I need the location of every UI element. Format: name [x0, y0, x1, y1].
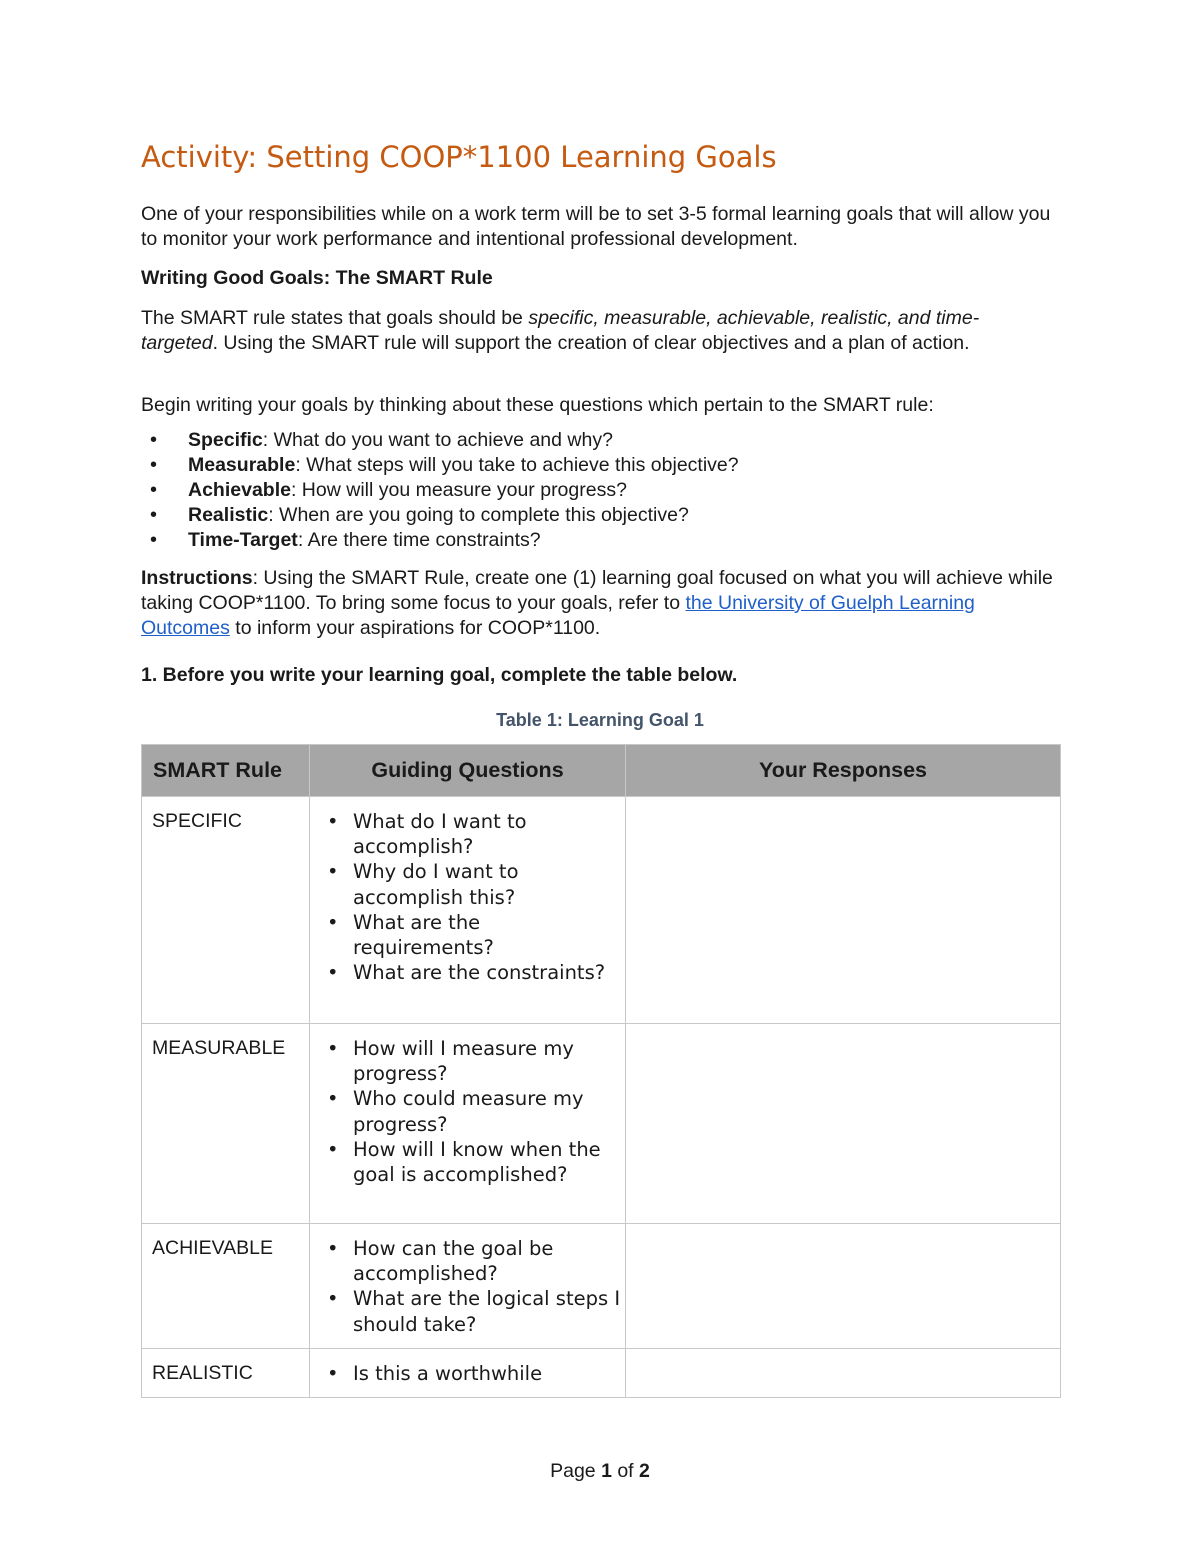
list-item: [327, 910, 625, 960]
bullet-icon: •: [327, 1087, 339, 1111]
list-item: [141, 478, 739, 503]
list-item: [327, 1236, 625, 1286]
table-row: [142, 1024, 1061, 1224]
questions-cell: [310, 1024, 626, 1224]
response-cell[interactable]: [626, 1024, 1061, 1224]
list-item: [141, 528, 739, 553]
smart-desc-suffix: . Using the SMART rule will support the creation of clear objectives and a plan of action.: [212, 332, 970, 354]
column-header-guiding-questions: Guiding Questions: [310, 745, 626, 797]
instructions-text: : Using the SMART Rule, create one (1) learning goal focused on what you will achieve while taking COOP*1100. To bring some focus to your goals, refer to: [141, 567, 1053, 614]
response-cell[interactable]: [626, 1349, 1061, 1398]
bullet-icon: •: [327, 860, 339, 884]
question-text: Is this a worthwhile: [353, 1362, 543, 1385]
footer-middle: of: [611, 1460, 640, 1482]
list-item: [141, 428, 739, 453]
rule-text: : How will you measure your progress?: [290, 479, 627, 501]
smart-heading: Writing Good Goals: The SMART Rule: [141, 267, 493, 289]
intro-paragraph: One of your responsibilities while on a work term will be to set 3-5 formal learning goals that will allow you to monitor your work performance and intentional professional development.: [141, 203, 1051, 250]
question-text: What are the logical steps I should take?: [353, 1287, 621, 1336]
learning-outcomes-link[interactable]: the University of Guelph Learning Outcomes: [141, 592, 975, 639]
instructions-paragraph: [141, 566, 1056, 641]
bullet-icon: •: [327, 910, 339, 934]
rule-term: Time-Target: [188, 529, 298, 551]
rule-text: : What steps will you take to achieve this objective?: [295, 454, 739, 476]
question-text: How can the goal be accomplished?: [353, 1237, 554, 1286]
table-header-row: [142, 745, 1061, 797]
table-row: [142, 797, 1061, 1024]
instructions-label: Instructions: [141, 567, 253, 589]
rule-term: Specific: [188, 429, 263, 451]
response-cell[interactable]: [626, 1224, 1061, 1349]
rule-term: Realistic: [188, 504, 269, 526]
rule-cell: ACHIEVABLE: [142, 1224, 310, 1349]
bullet-icon: •: [150, 454, 158, 476]
list-item: [327, 960, 625, 985]
question-text: What are the constraints?: [353, 961, 606, 985]
smart-description: [141, 306, 1056, 356]
question-text: What are the requirements?: [353, 910, 494, 960]
bullet-icon: •: [150, 504, 158, 526]
smart-desc-emphasis: specific, measurable, achievable, realistic, and time-targeted: [141, 307, 980, 354]
list-item: [327, 1286, 625, 1336]
question-text: Why do I want to accomplish this?: [353, 860, 519, 909]
table-row: [142, 1349, 1061, 1398]
rule-cell: MEASURABLE: [142, 1024, 310, 1224]
bullet-icon: •: [150, 479, 158, 501]
bullet-icon: •: [327, 961, 339, 985]
list-item: [141, 453, 739, 478]
bullet-icon: •: [327, 1287, 339, 1311]
total-page-count: 2: [639, 1460, 650, 1482]
bullet-icon: •: [327, 1137, 339, 1161]
begin-paragraph: Begin writing your goals by thinking about these questions which pertain to the SMART rule:: [141, 394, 934, 416]
questions-cell: [310, 797, 626, 1024]
list-item: [327, 1086, 625, 1136]
column-header-smart-rule: SMART Rule: [142, 745, 310, 797]
list-item: [327, 859, 625, 909]
column-header-your-responses: Your Responses: [626, 745, 1061, 797]
rule-text: : Are there time constraints?: [297, 529, 541, 551]
bullet-icon: •: [150, 529, 158, 551]
response-cell[interactable]: [626, 797, 1061, 1024]
list-item: [327, 809, 625, 859]
smart-rules-list: [141, 428, 739, 553]
questions-cell: [310, 1349, 626, 1398]
rule-term: Achievable: [188, 479, 291, 501]
rule-term: Measurable: [188, 454, 296, 476]
question-text: Who could measure my progress?: [353, 1087, 584, 1136]
bullet-icon: •: [327, 1037, 339, 1060]
rule-text: : What do you want to achieve and why?: [262, 429, 613, 451]
list-item: [327, 1137, 625, 1187]
rule-text: : When are you going to complete this objective?: [268, 504, 689, 526]
footer-prefix: Page: [550, 1460, 602, 1482]
rule-cell: SPECIFIC: [142, 797, 310, 1024]
bullet-icon: •: [327, 1362, 339, 1385]
page-footer: [0, 1460, 1200, 1483]
bullet-icon: •: [150, 429, 158, 451]
table-caption: Table 1: Learning Goal 1: [496, 710, 704, 730]
list-item: [327, 1361, 625, 1386]
bullet-icon: •: [327, 810, 339, 833]
page-title: Activity: Setting COOP*1100 Learning Goals: [141, 140, 777, 174]
list-item: [141, 503, 739, 528]
questions-cell: [310, 1224, 626, 1349]
instructions-text-end: to inform your aspirations for COOP*1100.: [229, 617, 601, 639]
list-item: [327, 1036, 625, 1086]
bullet-icon: •: [327, 1237, 339, 1260]
current-page-number: 1: [601, 1460, 612, 1482]
table-row: [142, 1224, 1061, 1349]
smart-desc-prefix: The SMART rule states that goals should be: [141, 307, 529, 329]
question-text: How will I know when the goal is accomplished?: [353, 1137, 601, 1187]
question-text: What do I want to accomplish?: [353, 810, 527, 859]
step-one-heading: 1. Before you write your learning goal, complete the table below.: [141, 664, 738, 686]
question-text: How will I measure my progress?: [353, 1037, 574, 1086]
rule-cell: REALISTIC: [142, 1349, 310, 1398]
learning-goal-table: [141, 744, 1061, 1398]
